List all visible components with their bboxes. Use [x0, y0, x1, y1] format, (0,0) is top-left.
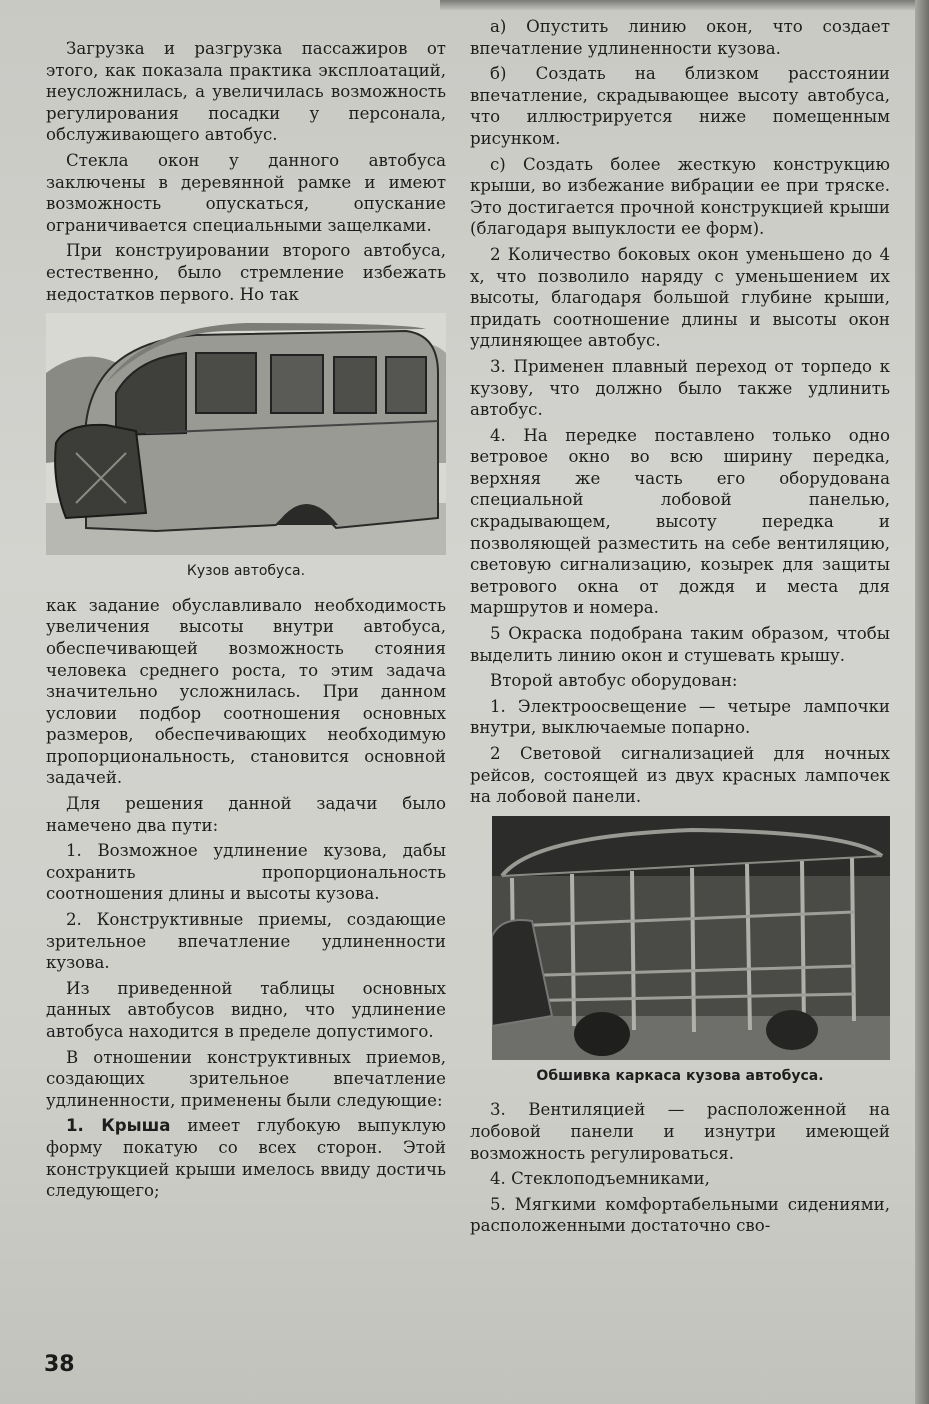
paragraph: При конструировании второго автобуса, естественно, было стремление избежать недостатков первого. Но так — [46, 241, 446, 304]
paragraph: Загрузка и разгрузка пассажиров от этого, как показала практика эксплоатаций, неусложнилась, а увеличилась возможность регулирования посадки у персонала, обслуживающего автобус. — [46, 39, 446, 145]
paragraph: Для решения данной задачи было намечено два пути: — [46, 794, 446, 835]
page-top-shadow — [440, 0, 929, 10]
bus-frame-photo — [492, 816, 890, 1060]
paragraph: 1. Возможное удлинение кузова, дабы сохранить пропорциональность соотношения длины и высоты кузова. — [46, 841, 446, 904]
bus-body-photo — [46, 313, 446, 555]
photo-caption: Кузов автобуса. — [186, 563, 306, 580]
paragraph: В отношении конструктивных приемов, создающих зрительное впечатление удлиненности, применены были следующие: — [46, 1047, 446, 1110]
photo-caption: Обшивка каркаса кузова автобуса. — [536, 1067, 824, 1084]
page-number: 38 — [44, 1352, 75, 1377]
paragraph: как задание обуславливало необходимость увеличения высоты внутри автобуса, обеспечивающей возможность стояния человека среднего роста, то этим задача значительно усложнилась. При данном условии подбор соотношения основных размеров, обеспечивающих необходимую пропорциональность, становится основной задачей. — [46, 595, 446, 788]
paragraph: 3. Вентиляцией — расположенной на лобовой панели и изнутри имеющей возможность регулироваться. — [470, 1100, 890, 1163]
paragraph: 1. Электроосвещение — четыре лампочки внутри, выключаемые попарно. — [470, 696, 890, 738]
paragraph: с) Создать более жесткую конструкцию крыши, во избежание вибрации ее при тряске. Это достигается прочной конструкцией крыши (благодаря выпуклости ее форм). — [470, 154, 890, 239]
roof-text: имеет глубокую выпуклую форму покатую со всех сторон. Этой конструкцией крыши имелось ввиду достичь следующего; — [46, 1116, 446, 1201]
paragraph: б) Создать на близком расстоянии впечатление, скрадывающее высоту автобуса, что иллюстрируется ниже помещенным рисунком. — [470, 64, 890, 148]
paragraph: 2 Количество боковых окон уменьшено до 4 х, что позволило наряду с уменьшением их высоты, благодаря большой глубине крыши, придать соотношение длины и высоты окон удлиняющее автобус. — [470, 244, 890, 351]
roof-heading: 1. Крыша — [66, 1116, 171, 1136]
bus-body-image — [46, 313, 446, 555]
left-column — [46, 38, 446, 1206]
paragraph: Стекла окон у данного автобуса заключены в деревянной рамке и имеют возможность опускаться, опускание ограничивается специальными защелками. — [46, 150, 446, 235]
paragraph — [46, 1115, 446, 1201]
bus-frame-image — [492, 816, 890, 1060]
paragraph: Из приведенной таблицы основных данных автобусов видно, что удлинение автобуса находится в пределе допустимого. — [46, 978, 446, 1041]
right-column — [470, 16, 890, 1241]
paragraph: 4. Стеклоподъемниками, — [490, 1169, 710, 1189]
paragraph: 2. Конструктивные приемы, создающие зрительное впечатление удлиненности кузова. — [46, 910, 446, 973]
paragraph: 5 Окраска подобрана таким образом, чтобы выделить линию окон и стушевать крышу. — [470, 624, 890, 665]
paragraph: Второй автобус оборудован: — [490, 671, 738, 691]
paragraph: 5. Мягкими комфортабельными сидениями, расположенными достаточно сво- — [470, 1194, 890, 1236]
paragraph: а) Опустить линию окон, что создает впечатление удлиненности кузова. — [470, 17, 890, 58]
paragraph: 4. На передке поставлено только одно ветровое окно во всю ширину передка, верхняя же часть его оборудована специальной лобовой панелью, скрадывающем, высоту передка и позволяющей разместить на себе вентиляцию, световую сигнализацию, козырек для защиты ветрового окна от дождя и места для маршрутов и номера. — [470, 425, 890, 618]
page-right-edge — [915, 0, 929, 1404]
paragraph: 3. Применен плавный переход от торпедо к кузову, что должно было также удлинить автобус. — [470, 356, 890, 420]
paragraph: 2 Световой сигнализацией для ночных рейсов, состоящей из двух красных лампочек на лобовой панели. — [470, 744, 890, 807]
